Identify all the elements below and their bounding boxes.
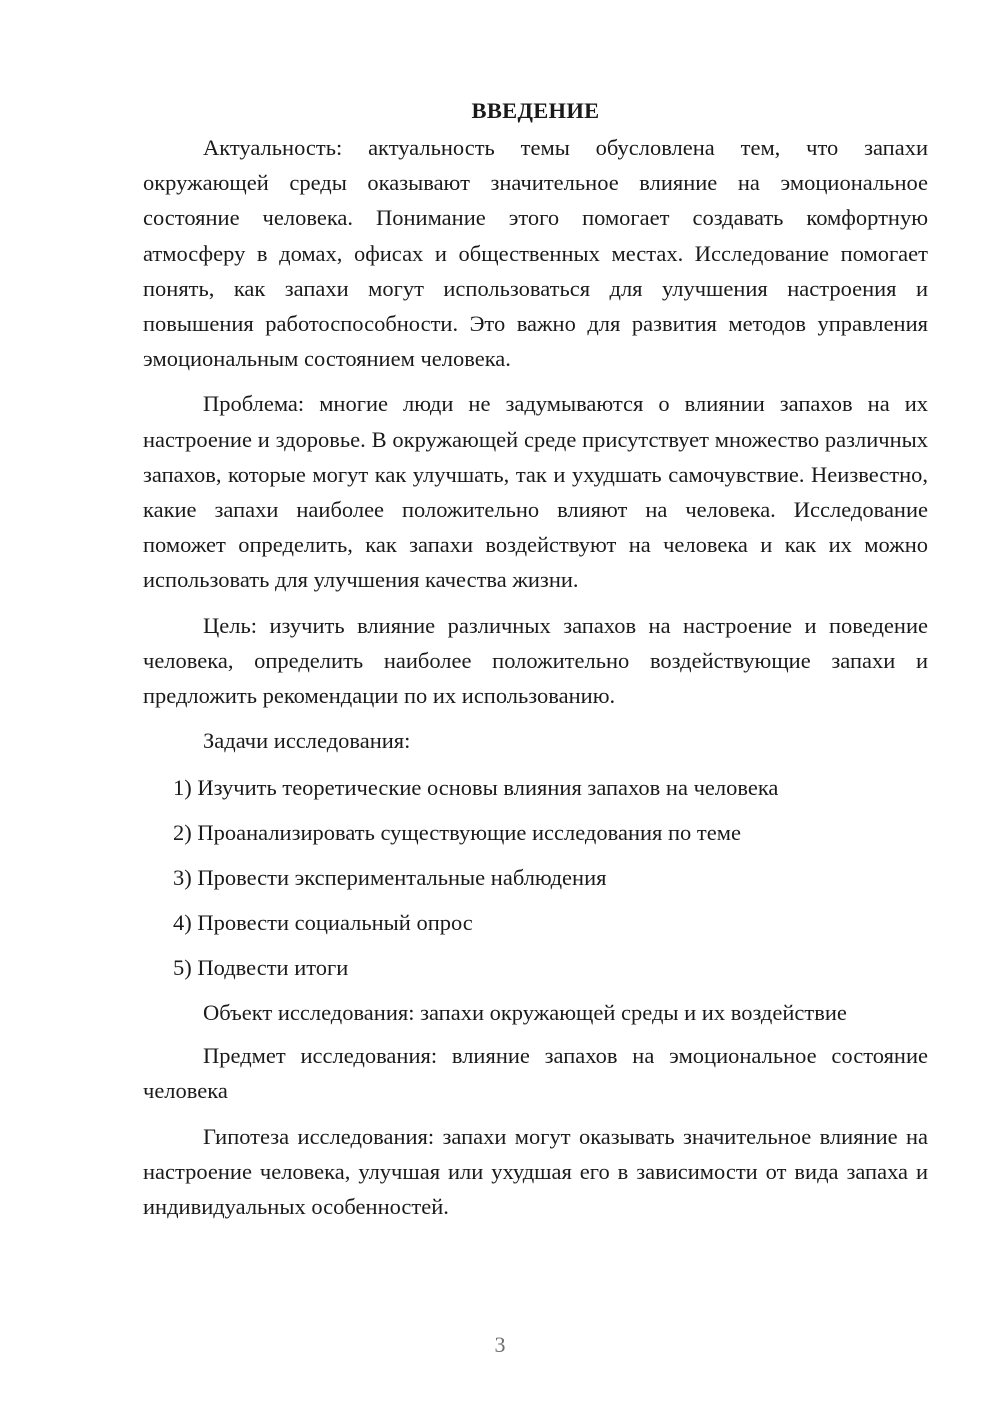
- list-item: 2) Проанализировать существующие исследования по теме: [173, 820, 741, 846]
- list-item: 3) Провести экспериментальные наблюдения: [173, 865, 607, 891]
- relevance-paragraph: Актуальность: актуальность темы обусловлена тем, что запахи окружающей среды оказывают значительное влияние на эмоциональное состояние человека. Понимание этого помогает создавать комфортную атмосферу в домах, офисах и общественных местах. Исследование помогает понять, как запахи могут использоваться для улучшения настроения и повышения работоспособности. Это важно для развития методов управления эмоциональным состоянием человека.: [143, 135, 928, 372]
- goal-paragraph: Цель: изучить влияние различных запахов на настроение и поведение человека, определить наиболее положительно воздействующие запахи и предложить рекомендации по их использованию.: [143, 612, 928, 709]
- page-number: 3: [494, 1332, 506, 1357]
- page-title: ВВЕДЕНИЕ: [471, 98, 600, 123]
- tasks-heading: Задачи исследования:: [203, 728, 411, 754]
- paragraph-gap: [143, 713, 928, 723]
- subject-paragraph: Предмет исследования: влияние запахов на эмоциональное состояние человека: [143, 1043, 928, 1104]
- paragraph-gap: [143, 376, 928, 386]
- hypothesis-paragraph: Гипотеза исследования: запахи могут оказывать значительное влияние на настроение человека, улучшая или ухудшая его в зависимости от вида запаха и индивидуальных особенностей.: [143, 1123, 928, 1220]
- problem-paragraph: Проблема: многие люди не задумываются о влиянии запахов на их настроение и здоровье. В окружающей среде присутствует множество различных запахов, которые могут как улучшать, так и ухудшать самочувствие. Неизвестно, какие запахи наиболее положительно влияют на человека. Исследование поможет определить, как запахи воздействуют на человека и как их можно использовать для улучшения качества жизни.: [143, 391, 928, 593]
- tasks-list: [143, 768, 928, 993]
- list-item: 4) Провести социальный опрос: [173, 910, 473, 936]
- list-item: 5) Подвести итоги: [173, 955, 349, 981]
- object-paragraph: Объект исследования: запахи окружающей среды и их воздействие: [203, 1000, 847, 1026]
- list-item: 1) Изучить теоретические основы влияния запахов на человека: [173, 775, 779, 801]
- paragraph-gap: [143, 598, 928, 608]
- document-page: [143, 92, 928, 1224]
- paragraph-gap: [143, 1109, 928, 1119]
